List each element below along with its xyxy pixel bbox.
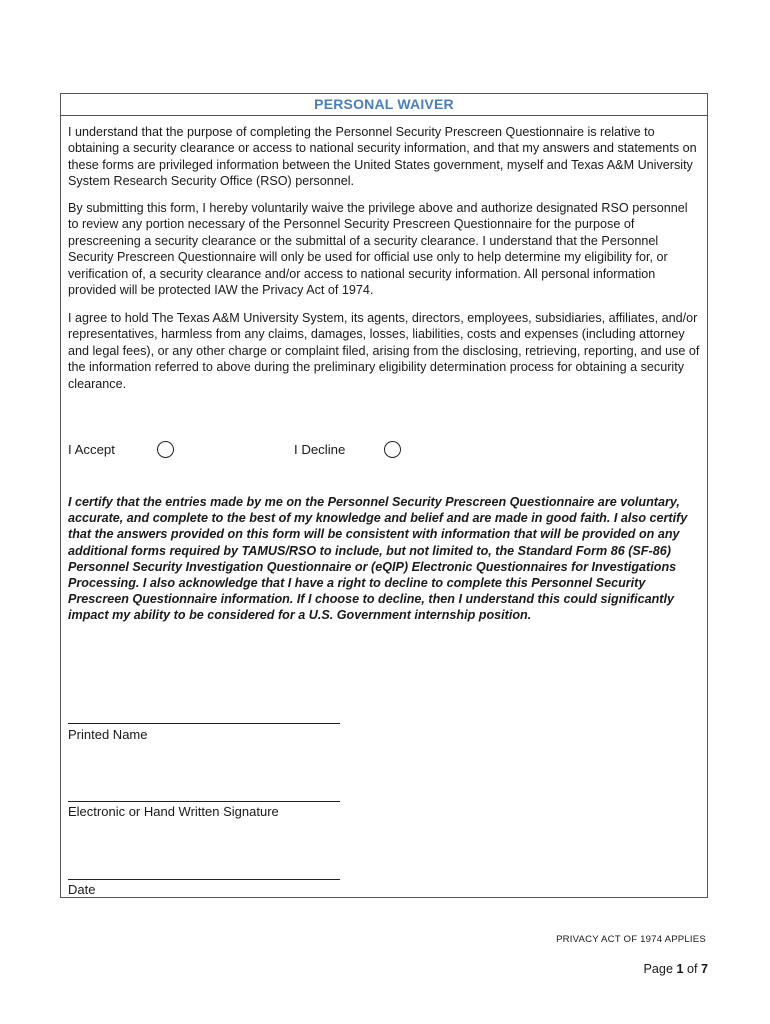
printed-name-field[interactable] bbox=[68, 723, 340, 724]
certification-statement: I certify that the entries made by me on the Personnel Security Prescreen Questionnaire are voluntary, accurate, and complete to the best of my knowledge and belief and are made in good faith. I also certify that the answers provided on this form will be consistent with information that will be provided on any additional forms required by TAMUS/RSO to include, but not limited to, the Standard Form 86 (SF-86) Personnel Security Investigation Questionnaire or (eQIP) Electronic Questionnaires for Investigations Processing. I also acknowledge that I have a right to decline to complete this Personnel Security Prescreen Questionnaire information. If I choose to decline, then I understand this could significantly impact my ability to be considered for a U.S. Government internship position. bbox=[68, 495, 688, 623]
page-of: of bbox=[686, 962, 698, 976]
page-prefix: Page bbox=[643, 962, 673, 976]
waiver-form bbox=[60, 93, 708, 898]
paragraph-privilege-waiver: By submitting this form, I hereby voluntarily waive the privilege above and authorize designated RSO personnel to review any portion necessary of the Personnel Security Prescreen Questionnaire for the purpose of prescreening a security clearance or the submittal of a security clearance. I understand that the Personnel Security Prescreen Questionnaire will only be used for official use only to help determine my eligibility for, or verification of, a security clearance and/or access to national security information. All personal information provided will be protected IAW the Privacy Act of 1974. bbox=[68, 201, 688, 298]
printed-name-label: Printed Name bbox=[68, 727, 148, 742]
form-title: PERSONAL WAIVER bbox=[314, 96, 454, 112]
accept-label: I Accept bbox=[68, 442, 115, 457]
decline-radio[interactable] bbox=[384, 441, 401, 458]
title-divider bbox=[61, 115, 707, 116]
page-current: 1 bbox=[676, 962, 684, 976]
date-field[interactable] bbox=[68, 879, 340, 880]
signature-label: Electronic or Hand Written Signature bbox=[68, 804, 279, 819]
signature-field[interactable] bbox=[68, 801, 340, 802]
date-label: Date bbox=[68, 882, 96, 897]
paragraph-hold-harmless: I agree to hold The Texas A&M University System, its agents, directors, employees, subsidiaries, affiliates, and/or representatives, harmless from any claims, damages, losses, liabilities, costs and expenses (including attorney and legal fees), or any other charge or complaint filed, arising from the disclosing, retrieving, reporting, and use of the information referred to above during the preliminary eligibility determination process for obtaining a security clearance. bbox=[68, 311, 700, 391]
privacy-notice: PRIVACY ACT OF 1974 APPLIES bbox=[556, 934, 706, 945]
accept-radio[interactable] bbox=[157, 441, 174, 458]
page-total: 7 bbox=[700, 962, 708, 976]
decline-label: I Decline bbox=[294, 442, 346, 457]
page-number bbox=[644, 962, 708, 976]
paragraph-purpose: I understand that the purpose of completing the Personnel Security Prescreen Questionnaire is relative to obtaining a security clearance or access to national security information, and that my answers and statements on these forms are privileged information between the United States government, myself and Texas A&M University System Research Security Office (RSO) personnel. bbox=[68, 125, 697, 189]
